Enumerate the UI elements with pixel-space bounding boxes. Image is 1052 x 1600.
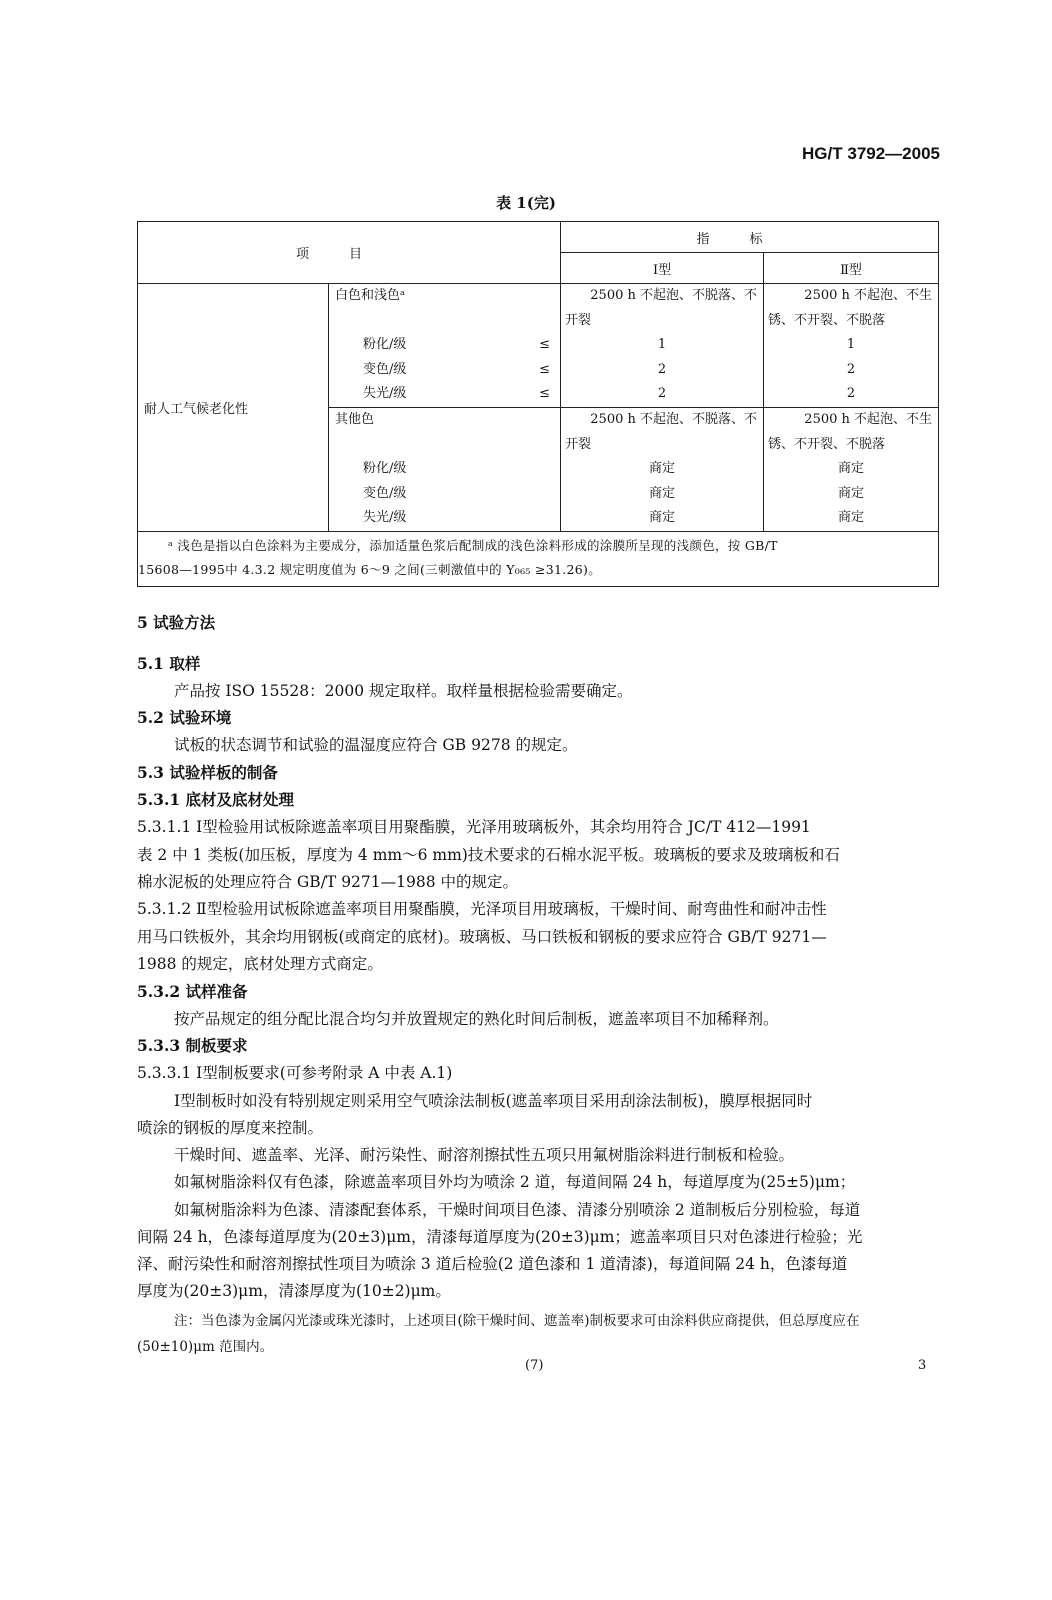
- value-cell: 商定: [649, 485, 676, 501]
- type1-main-line: 开裂: [565, 312, 592, 328]
- type2-main-line: 2500 h 不起泡、不生: [804, 411, 933, 427]
- value-cell: 2: [846, 386, 856, 402]
- section-heading: 5.3.2 试样准备: [137, 982, 248, 1001]
- value-cell: 1: [657, 337, 667, 353]
- type1-main-line: 2500 h 不起泡、不脱落、不: [590, 411, 758, 427]
- value-cell: 商定: [649, 461, 676, 477]
- section-heading: 5.2 试验环境: [137, 708, 232, 727]
- type2-main-line: 2500 h 不起泡、不生: [804, 288, 933, 303]
- header-index: 指标: [561, 222, 939, 253]
- header-type-1: Ⅰ型: [561, 253, 764, 284]
- section-heading: 5.3 试验样板的制备: [137, 763, 278, 782]
- paragraph-line: 用马口铁板外，其余均用钢板(或商定的底材)。玻璃板、马口铁板和钢板的要求应符合 GB/T 9271—: [137, 928, 827, 946]
- paragraph-line: 5.3.1.2 Ⅱ型检验用试板除遮盖率项目用聚酯膜，光泽项目用玻璃板，干燥时间、耐弯曲性和耐冲击性: [137, 900, 827, 918]
- note-line: (50±10)μm 范围内。: [137, 1339, 274, 1355]
- paragraph-line: Ⅰ型制板时如没有特别规定则采用空气喷涂法制板(遮盖率项目采用刮涂法制板)，膜厚根据同时: [174, 1092, 813, 1110]
- page-number: 3: [918, 1358, 927, 1373]
- paragraph-line: 表 2 中 1 类板(加压板，厚度为 4 mm～6 mm)技术要求的石棉水泥平板。玻璃板的要求及玻璃板和石: [137, 846, 840, 864]
- section-heading: 5.3.1 底材及底材处理: [137, 790, 295, 809]
- value-cell: 商定: [838, 485, 865, 501]
- paragraph-line: 如氟树脂涂料仅有色漆，除遮盖率项目外均为喷涂 2 道，每道间隔 24 h，每道厚度为(25±5)μm；: [174, 1173, 856, 1191]
- value-cell: 商定: [838, 461, 865, 477]
- group-name: 白色和浅色ᵃ: [335, 288, 406, 303]
- row-name: 粉化/级: [363, 461, 407, 477]
- footnote-line: ᵃ 浅色是指以白色涂料为主要成分，添加适量色浆后配制成的浅色涂料形成的涂膜所呈现的浅颜色，按 GB/T: [168, 537, 778, 553]
- row-name: 粉化/级: [363, 337, 407, 353]
- value-cell: 商定: [649, 510, 676, 526]
- value-cell: 2: [657, 361, 667, 377]
- paragraph-line: 厚度为(20±3)μm，清漆厚度为(10±2)μm。: [137, 1282, 451, 1300]
- footnote-line: 15608—1995中 4.3.2 规定明度值为 6～9 之间(三刺激值中的 Y₀₆₅ ≥31.26)。: [138, 561, 602, 577]
- section-heading: 5.3.3 制板要求: [137, 1036, 248, 1055]
- category-label: 耐人工气候老化性: [138, 284, 329, 532]
- value-cell: 2: [846, 361, 856, 377]
- le-sign: ≤: [539, 361, 551, 377]
- type2-main-line: 锈、不开裂、不脱落: [768, 436, 886, 452]
- row-name: 失光/级: [363, 386, 407, 402]
- type1-main-line: 2500 h 不起泡、不脱落、不: [590, 288, 758, 303]
- section-heading: 5 试验方法: [137, 613, 216, 632]
- le-sign: ≤: [539, 386, 551, 402]
- standard-code: HG/T 3792—2005: [802, 144, 940, 163]
- row-name: 变色/级: [363, 485, 407, 501]
- table-caption: 表 1(完): [496, 194, 556, 212]
- paragraph-line: 泽、耐污染性和耐溶剂擦拭性项目为喷涂 3 道后检验(2 道色漆和 1 道清漆)，每道间隔 24 h，色漆每道: [137, 1255, 848, 1273]
- header-type-2: Ⅱ型: [764, 253, 939, 284]
- paragraph-line: 棉水泥板的处理应符合 GB/T 9271—1988 中的规定。: [137, 873, 519, 891]
- value-cell: 2: [657, 386, 667, 402]
- type2-main-line: 锈、不开裂、不脱落: [768, 312, 886, 328]
- type1-main-line: 开裂: [565, 436, 592, 452]
- paragraph-line: 如氟树脂涂料为色漆、清漆配套体系，干燥时间项目色漆、清漆分别喷涂 2 道制板后分别检验，每道: [174, 1201, 861, 1219]
- paragraph-line: 试板的状态调节和试验的温湿度应符合 GB 9278 的规定。: [174, 736, 578, 754]
- row-name: 失光/级: [363, 510, 407, 526]
- section-heading: 5.1 取样: [137, 654, 201, 673]
- paragraph-line: 间隔 24 h，色漆每道厚度为(20±3)μm，清漆每道厚度为(20±3)μm；遮盖率项目只对色漆进行检验；光: [137, 1228, 863, 1246]
- value-cell: 商定: [838, 510, 865, 526]
- note-line: 注：当色漆为金属闪光漆或珠光漆时，上述项目(除干燥时间、遮盖率)制板要求可由涂料供应商提供，但总厚度应在: [174, 1313, 860, 1329]
- paragraph-line: 1988 的规定，底材处理方式商定。: [137, 955, 383, 973]
- paragraph-line: 按产品规定的组分配比混合均匀并放置规定的熟化时间后制板，遮盖率项目不加稀释剂。: [174, 1010, 779, 1028]
- header-item: 项目: [138, 222, 561, 284]
- paragraph-line: 5.3.1.1 Ⅰ型检验用试板除遮盖率项目用聚酯膜，光泽用玻璃板外，其余均用符合 JC/T 412—1991: [137, 818, 811, 836]
- row-name: 变色/级: [363, 361, 407, 377]
- value-cell: 1: [846, 337, 856, 353]
- group-name: 其他色: [335, 411, 375, 427]
- le-sign: ≤: [539, 337, 551, 353]
- paragraph-line: 产品按 ISO 15528：2000 规定取样。取样量根据检验需要确定。: [174, 682, 633, 700]
- paragraph-line: 干燥时间、遮盖率、光泽、耐污染性、耐溶剂擦拭性五项只用氟树脂涂料进行制板和检验。: [174, 1146, 795, 1164]
- paragraph-line: 5.3.3.1 Ⅰ型制板要求(可参考附录 A 中表 A.1): [137, 1064, 453, 1082]
- paragraph-line: 喷涂的钢板的厚度来控制。: [137, 1119, 324, 1137]
- sequence-number: (7): [525, 1358, 544, 1373]
